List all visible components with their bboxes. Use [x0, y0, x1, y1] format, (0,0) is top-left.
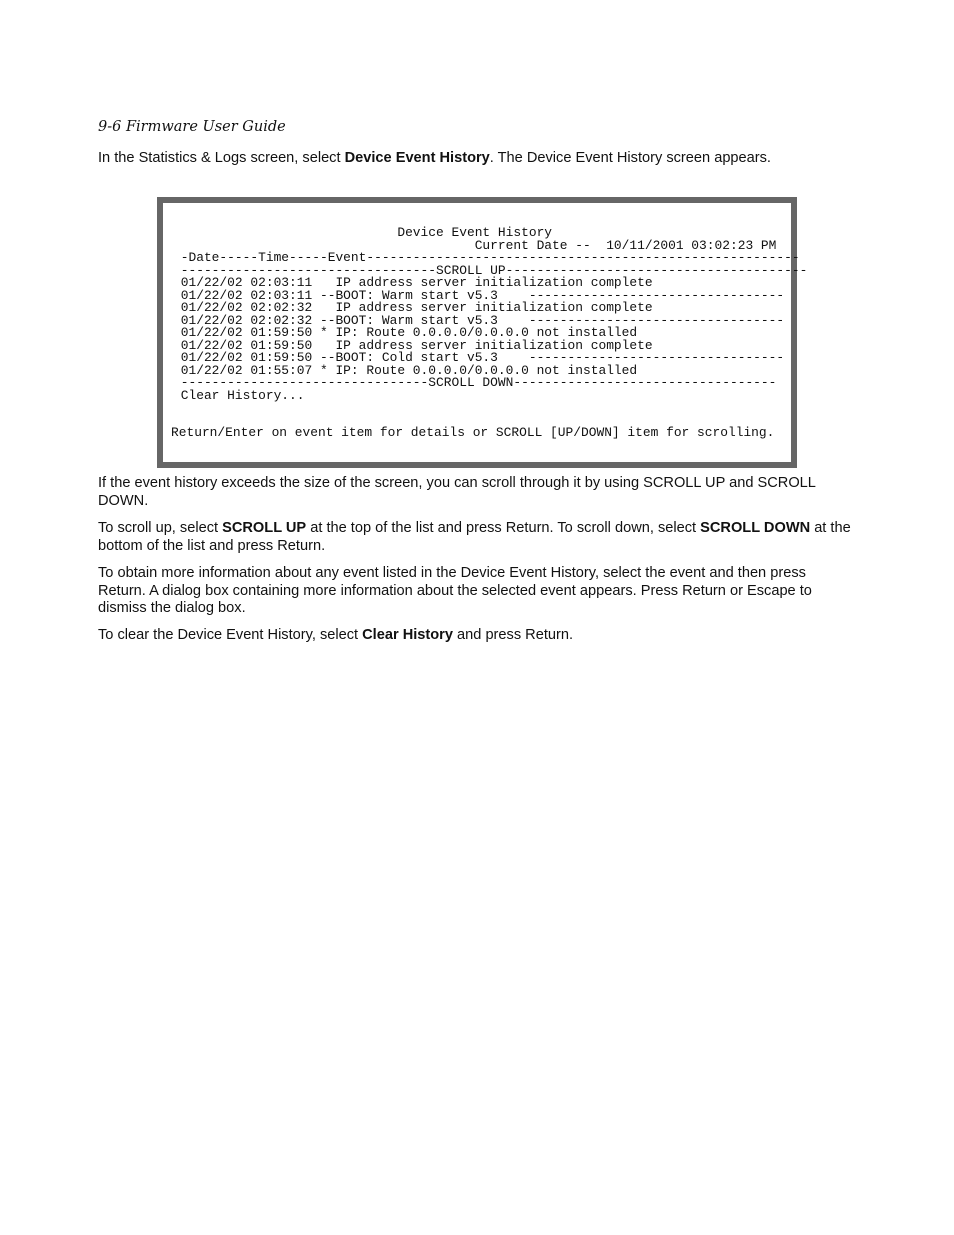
scroll-up-item[interactable]: ---------------------------------SCROLL UP---------------------------------------: [173, 263, 808, 278]
scroll-up-term: SCROLL UP: [222, 520, 307, 536]
event-row[interactable]: 01/22/02 01:55:07 * IP: Route 0.0.0.0/0.0.0.0 not installed: [173, 363, 638, 378]
help-line: Return/Enter on event item for details or SCROLL [UP/DOWN] item for scrolling.: [171, 425, 775, 440]
device-event-history-screen: [157, 197, 808, 468]
clear-text-start: To clear the Device Event History, select: [98, 627, 363, 643]
event-row[interactable]: 01/22/02 02:02:32 IP address server initialization complete: [173, 300, 653, 315]
event-row[interactable]: 01/22/02 01:59:50 * IP: Route 0.0.0.0/0.0.0.0 not installed: [173, 325, 638, 340]
intro-text-end: . The Device Event History screen appears.: [489, 150, 771, 166]
clear-history-paragraph: [98, 627, 854, 645]
scroll-text-1: To scroll up, select: [98, 520, 223, 536]
clear-text-end: and press Return.: [452, 627, 574, 643]
intro-paragraph: [98, 150, 854, 168]
event-row[interactable]: 01/22/02 02:03:11 --BOOT: Warm start v5.3 ---------------------------------: [173, 288, 785, 303]
scroll-down-term: SCROLL DOWN: [700, 520, 811, 536]
column-header-line: -Date-----Time-----Event--------------------------------------------------------: [173, 250, 800, 265]
scroll-instructions-paragraph: [98, 520, 854, 555]
scroll-down-item[interactable]: --------------------------------SCROLL DOWN----------------------------------: [173, 375, 777, 390]
event-row[interactable]: 01/22/02 02:03:11 IP address server initialization complete: [173, 275, 653, 290]
event-row[interactable]: 01/22/02 02:02:32 --BOOT: Warm start v5.3 ---------------------------------: [173, 313, 785, 328]
scroll-info-paragraph: If the event history exceeds the size of the screen, you can scroll through it by using SCROLL UP and SCROLL DOWN.: [98, 475, 816, 509]
clear-history-term: Clear History: [362, 627, 453, 643]
intro-text-start: In the Statistics & Logs screen, select: [98, 150, 345, 166]
scroll-text-2: at the top of the list and press Return. To scroll down, select: [306, 520, 701, 536]
page-header: 9-6 Firmware User Guide: [98, 119, 286, 135]
current-date-line: Current Date -- 10/11/2001 03:02:23 PM: [173, 238, 777, 253]
event-details-paragraph: To obtain more information about any event listed in the Device Event History, select the event and then press Return. A dialog box containing more information about the selected event appears. Press Return or Escape to dismiss the dialog box.: [98, 565, 812, 616]
scroll-text-3: at the bottom of the list and press Return.: [98, 520, 851, 554]
screen-title: Device Event History: [173, 225, 553, 240]
clear-history-item[interactable]: Clear History...: [173, 388, 305, 403]
event-row[interactable]: 01/22/02 01:59:50 IP address server initialization complete: [173, 338, 653, 353]
event-row[interactable]: 01/22/02 01:59:50 --BOOT: Cold start v5.3 ---------------------------------: [173, 350, 785, 365]
intro-bold-term: Device Event History: [344, 150, 490, 166]
